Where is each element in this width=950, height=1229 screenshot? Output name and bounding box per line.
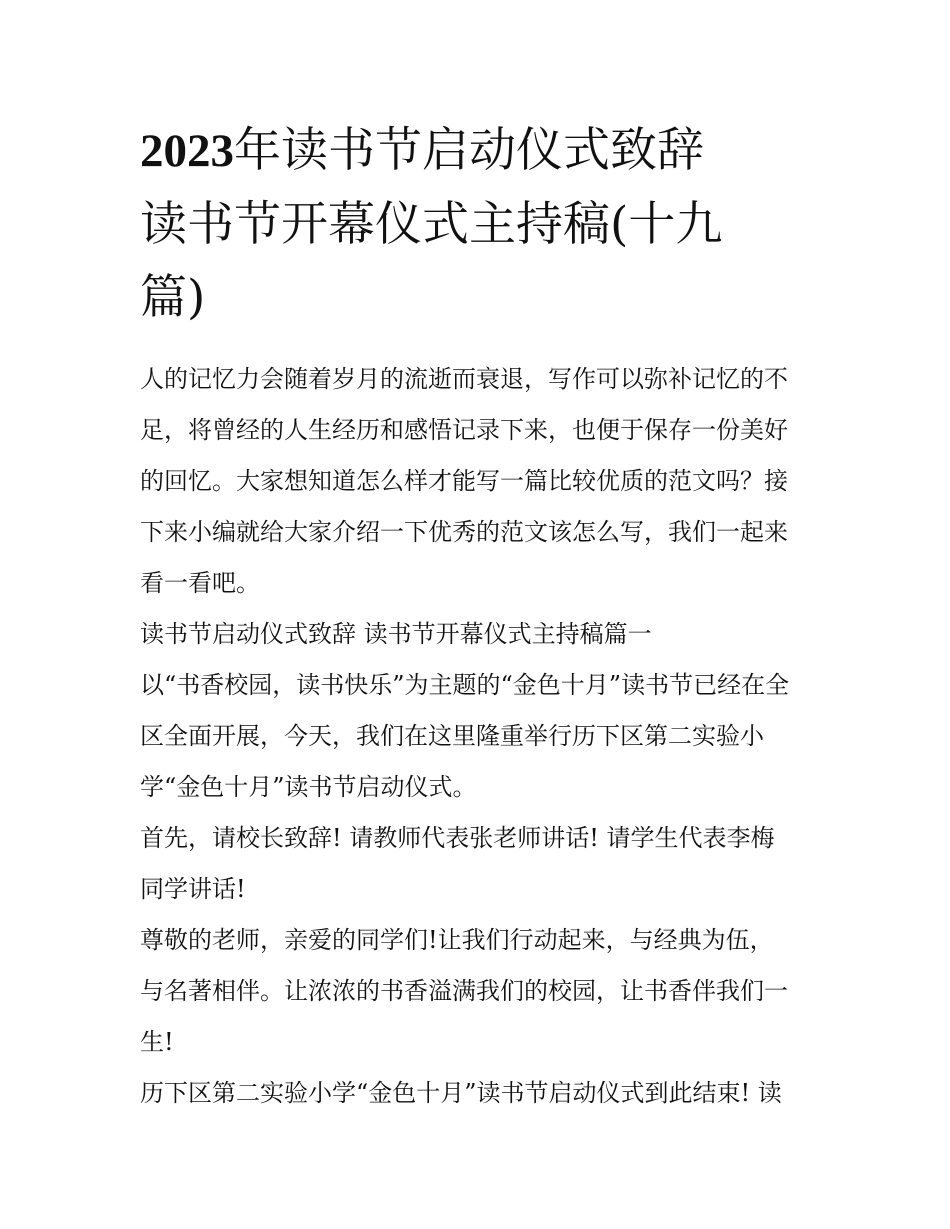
body-line: 尊敬的老师，亲爱的同学们!让我们行动起来，与经典为伍， [140, 926, 774, 954]
body-line: 的回忆。大家想知道怎么样才能写一篇比较优质的范文吗？接 [140, 467, 788, 495]
body-line: 下来小编就给大家介绍一下优秀的范文该怎么写，我们一起来 [140, 518, 788, 546]
section-heading: 读书节启动仪式致辞 读书节开幕仪式主持稿篇一 [140, 620, 652, 648]
body-line: 看一看吧。 [140, 569, 260, 597]
body-line: 人的记忆力会随着岁月的流逝而衰退，写作可以弥补记忆的不 [140, 365, 788, 393]
body-line: 历下区第二实验小学“金色十月”读书节启动仪式到此结束! 读 [140, 1079, 782, 1107]
document-body [140, 354, 820, 1119]
document-title [140, 114, 820, 334]
body-line: 与名著相伴。让浓浓的书香溢满我们的校园，让书香伴我们一 [140, 977, 788, 1005]
body-line: 学“金色十月”读书节启动仪式。 [140, 773, 477, 801]
body-line: 以“书香校园，读书快乐”为主题的“金色十月”读书节已经在全 [140, 671, 790, 699]
body-line: 足，将曾经的人生经历和感悟记录下来，也便于保存一份美好 [140, 416, 788, 444]
title-line3: 篇) [140, 270, 206, 325]
body-line: 同学讲话! [140, 875, 246, 903]
body-line: 首先，请校长致辞! 请教师代表张老师讲话! 请学生代表李梅 [140, 824, 775, 852]
title-year: 2023 [140, 125, 234, 177]
body-line: 区全面开展，今天，我们在这里隆重举行历下区第二实验小 [140, 722, 764, 750]
title-line1-rest: 年读书节启动仪式致辞 [234, 123, 704, 178]
title-line2: 读书节开幕仪式主持稿(十九 [140, 197, 723, 252]
body-line: 生! [140, 1028, 174, 1056]
